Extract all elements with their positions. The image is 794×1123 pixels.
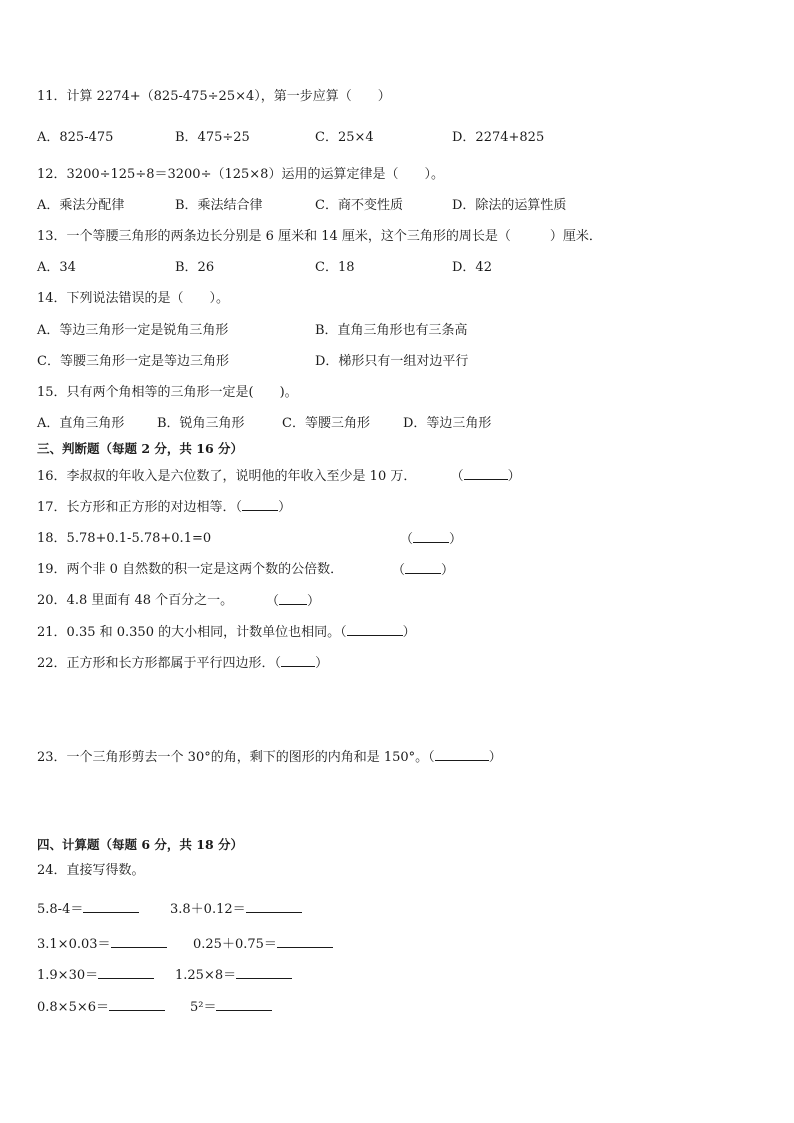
calc-item-6 <box>175 966 292 985</box>
question-12-stem: 12．3200÷125÷8＝3200÷（125×8）运用的运算定律是（ ）。 <box>37 167 444 182</box>
question-19-paren-close: ） <box>441 563 455 578</box>
calc-answer-blank-6[interactable] <box>236 966 292 979</box>
calc-answer-blank-4[interactable] <box>277 935 333 948</box>
question-18-answer <box>400 530 462 549</box>
q12-option-d: D．除法的运算性质 <box>452 198 567 213</box>
answer-blank-21[interactable] <box>347 623 403 636</box>
q11-option-d: D．2274+825 <box>452 130 545 145</box>
question-17-paren-close: ） <box>278 500 292 515</box>
q14-option-c: C．等腰三角形一定是等边三角形 <box>37 354 229 369</box>
question-20-paren-open: （ <box>266 594 280 609</box>
q13-option-c: C．18 <box>315 260 355 275</box>
calc-item-5-expr: 1.9×30＝ <box>37 968 99 983</box>
q14-option-d: D．梯形只有一组对边平行 <box>315 354 469 369</box>
calc-item-7-expr: 0.8×5×6＝ <box>37 1000 110 1015</box>
question-23-text: 23．一个三角形剪去一个 30°的角，剩下的图形的内角和是 150°。 <box>37 750 429 765</box>
question-23-paren-close: ） <box>488 750 502 765</box>
question-23 <box>37 748 502 767</box>
q14-option-a: A．等边三角形一定是锐角三角形 <box>37 323 229 338</box>
question-18 <box>37 530 211 548</box>
calc-answer-blank-7[interactable] <box>109 998 165 1011</box>
calc-answer-blank-1[interactable] <box>83 900 139 913</box>
calc-item-4-expr: 0.25＋0.75＝ <box>193 937 277 952</box>
question-16 <box>37 467 521 486</box>
question-16-text: 16．李叔叔的年收入是六位数了，说明他的年收入至少是 10 万． <box>37 469 417 484</box>
question-18-paren-close: ） <box>449 532 463 547</box>
q15-option-a: A．直角三角形 <box>37 416 125 431</box>
q15-option-d: D．等边三角形 <box>403 416 492 431</box>
q11-option-c: C．25×4 <box>315 130 374 145</box>
calc-answer-blank-8[interactable] <box>216 998 272 1011</box>
answer-blank-18[interactable] <box>413 530 449 543</box>
calc-item-8-expr: 5²＝ <box>190 1000 217 1015</box>
calc-item-6-expr: 1.25×8＝ <box>175 968 237 983</box>
q13-option-a: A．34 <box>37 260 76 275</box>
answer-blank-17[interactable] <box>242 498 278 511</box>
q13-option-d: D．42 <box>452 260 492 275</box>
q15-option-c: C．等腰三角形 <box>282 416 370 431</box>
answer-blank-23[interactable] <box>435 748 489 761</box>
calc-item-4 <box>193 935 333 954</box>
question-21-paren-close: ） <box>402 625 416 640</box>
question-21 <box>37 623 416 642</box>
question-20-answer <box>266 592 320 611</box>
question-18-text: 18．5.78+0.1-5.78+0.1=0 <box>37 531 212 546</box>
q12-option-b: B．乘法结合律 <box>175 198 263 213</box>
answer-blank-22[interactable] <box>281 654 315 667</box>
q12-option-c: C．商不变性质 <box>315 198 403 213</box>
section-3-heading: 三、判断题（每题 2 分，共 16 分） <box>37 441 244 456</box>
question-21-text: 21．0.35 和 0.350 的大小相同，计数单位也相同。 <box>37 625 341 640</box>
q12-option-a: A．乘法分配律 <box>37 198 125 213</box>
question-20-paren-close: ） <box>307 594 321 609</box>
calc-item-1 <box>37 900 139 919</box>
question-20 <box>37 592 233 610</box>
calc-answer-blank-2[interactable] <box>246 900 302 913</box>
q15-option-b: B．锐角三角形 <box>157 416 245 431</box>
calc-item-3 <box>37 935 167 954</box>
q11-option-a: A．825-475 <box>37 130 114 145</box>
section-4-heading: 四、计算题（每题 6 分，共 18 分） <box>37 837 244 852</box>
calc-item-2-expr: 3.8＋0.12＝ <box>170 902 246 917</box>
q11-option-b: B．475÷25 <box>175 130 250 145</box>
question-16-paren-open: （ <box>450 469 464 484</box>
question-22 <box>37 654 328 673</box>
answer-blank-16[interactable] <box>464 467 508 480</box>
question-18-paren-open: （ <box>400 532 414 547</box>
question-19-answer <box>392 561 454 580</box>
answer-blank-19[interactable] <box>405 561 441 574</box>
calc-item-8 <box>190 998 272 1017</box>
calc-item-3-expr: 3.1×0.03＝ <box>37 937 111 952</box>
calc-answer-blank-3[interactable] <box>111 935 167 948</box>
calc-item-1-expr: 5.8-4＝ <box>37 902 84 917</box>
question-19-text: 19．两个非 0 自然数的积一定是这两个数的公倍数． <box>37 562 344 577</box>
question-22-paren-open: （ <box>274 656 282 671</box>
question-13-stem: 13．一个等腰三角形的两条边长分别是 6 厘米和 14 厘米，这个三角形的周长是（ ）厘米． <box>37 229 602 244</box>
question-14-stem: 14．下列说法错误的是（ ）。 <box>37 291 230 306</box>
question-24-stem: 24．直接写得数。 <box>37 863 145 878</box>
answer-blank-20[interactable] <box>279 592 307 605</box>
question-21-paren-open: （ <box>340 625 347 640</box>
question-15-stem: 15．只有两个角相等的三角形一定是( )。 <box>37 385 298 400</box>
calc-item-5 <box>37 966 154 985</box>
question-16-paren-close: ） <box>507 469 521 484</box>
question-23-paren-open: （ <box>428 750 435 765</box>
question-19-paren-open: （ <box>392 563 406 578</box>
calc-item-2 <box>170 900 302 919</box>
question-17-paren-open: （ <box>235 500 243 515</box>
q13-option-b: B．26 <box>175 260 215 275</box>
calc-item-7 <box>37 998 165 1017</box>
question-11-stem: 11．计算 2274+（825-475÷25×4），第一步应算（ ） <box>37 89 391 104</box>
q14-option-b: B．直角三角形也有三条高 <box>315 323 468 338</box>
question-22-paren-close: ） <box>315 656 329 671</box>
question-17 <box>37 498 291 517</box>
question-19 <box>37 561 343 579</box>
question-22-text: 22．正方形和长方形都属于平行四边形． <box>37 656 275 671</box>
calc-answer-blank-5[interactable] <box>98 966 154 979</box>
question-17-text: 17．长方形和正方形的对边相等． <box>37 500 236 515</box>
question-20-text: 20．4.8 里面有 48 个百分之一。 <box>37 593 234 608</box>
